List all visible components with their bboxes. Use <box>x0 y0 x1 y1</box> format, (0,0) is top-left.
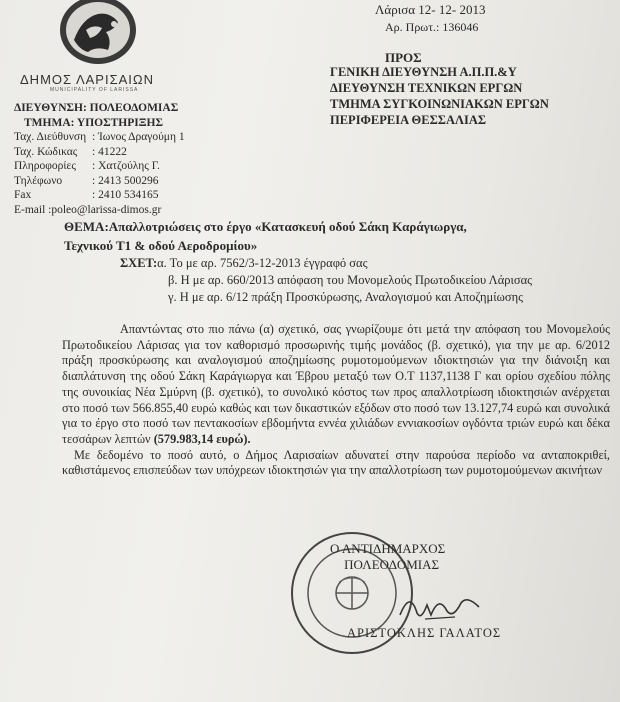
subject-line-2: Τεχνικού Τ1 & οδού Αεροδρομίου» <box>64 238 258 253</box>
contact-row <box>14 130 185 145</box>
body-paragraph-1 <box>62 322 610 448</box>
contact-row <box>14 188 185 203</box>
contact-row <box>14 159 185 174</box>
signatory-name: ΑΡΙΣΤΟΚΛΗΣ ΓΑΛΑΤΟΣ <box>347 626 502 640</box>
contact-value: : 41222 <box>92 145 127 158</box>
sender-department: ΤΜΗΜΑ: ΥΠΟΣΤΗΡΙΞΗΣ <box>24 116 163 129</box>
letter-body <box>62 322 610 479</box>
sender-directorate: ΔΙΕΥΘΥΝΣΗ: ΠΟΛΕΟΔΟΜΙΑΣ <box>14 102 179 114</box>
subject-label: ΘΕΜΑ: <box>64 219 109 234</box>
body-paragraph-2: Με δεδομένο το ποσό αυτό, ο Δήμος Λαρισαίων αδυνατεί στην παρούσα περίοδο να ανταποκριθεί, καθιστάμενος επισπεύδων των υπόχρεων ιδιοκτησιών για την απαλλοτρίωση των ρυμοτομούμενων ακινήτων <box>62 447 610 478</box>
municipality-subtitle: MUNICIPALITY OF LARISSA <box>50 87 139 93</box>
reference-c: γ. Η με αρ. 6/12 πράξη Προσκύρωσης, Αναλογισμού και Αποζημίωσης <box>168 290 524 304</box>
protocol-number: Αρ. Πρωτ.: 136046 <box>385 20 479 34</box>
contact-value: : 2410 534165 <box>92 189 159 201</box>
sender-email: E-mail :poleo@larissa-dimos.gr <box>14 203 162 216</box>
reference-b: β. Η με αρ. 660/2013 απόφαση του Μονομελούς Πρωτοδικείου Λάρισας <box>168 273 533 287</box>
sender-block <box>14 101 185 217</box>
signatory-title <box>330 541 445 573</box>
references-block <box>120 255 532 306</box>
handwritten-signature-icon <box>395 585 485 625</box>
municipality-emblem-icon <box>52 0 144 66</box>
signatory-title-line-2: ΠΟΛΕΟΔΟΜΙΑΣ <box>344 557 440 572</box>
contact-label: Τηλέφωνο <box>14 174 63 187</box>
recipient-line: ΤΜΗΜΑ ΣΥΓΚΟΙΝΩΝΙΑΚΩΝ ΕΡΓΩΝ <box>330 97 549 111</box>
contact-row <box>14 145 185 160</box>
subject-block <box>64 217 467 255</box>
references-label: ΣΧΕΤ: <box>120 256 158 270</box>
subject-text: Απαλλοτριώσεις στο έργο <box>108 219 255 234</box>
contact-label: Ταχ. Διεύθυνση <box>14 131 87 143</box>
contact-row <box>14 174 185 189</box>
body-paragraph-1-text: Απαντώντας στο πιο πάνω (α) σχετικό, σας γνωρίζουμε ότι μετά την απόφαση του Μονομελούς Πρωτοδικείου Λάρισας για τον καθορισμό προσωρινής τιμής μονάδος (β. σχετικό), για την με αρ. 6/2012 πράξη προσκύρωσης και αναλογισμού αποζημίωσης ρυμοτομούμενων ιδιοκτησιών για την διάνοιξη και διαπλάτυνση της οδού Σάκη Καράγιωργα και Έβρου μεταξύ των Ο.Τ 1137,1138 Γ και ορίου σχεδίου πόλης της συνοικίας Νέα Σμύρνη (β. σχετικό), το συνολικό κόστος των προς απαλλοτρίωση ιδιοκτησιών ανέρχεται στο ποσό των 566.855,40 ευρώ καθώς και των δικαστικών εξόδων στο ποσό των 13.127,74 ευρώ και συνολικά για το έργο στο ποσό των πεντακοσίων εβδομήντα εννέα χιλιάδων εννιακοσίων ογδόντα τριών ευρώ και δέκα τεσσάρων λεπτών <box>62 322 610 446</box>
contact-label: Ταχ. Κώδικας <box>14 145 78 158</box>
recipient-label: ΠΡΟΣ <box>385 50 422 65</box>
subject-project: «Κατασκευή οδού Σάκη Καράγιωργα, <box>254 219 467 234</box>
municipality-name: ΔΗΜΟΣ ΛΑΡΙΣΑΙΩΝ <box>20 72 155 87</box>
recipient-line: ΔΙΕΥΘΥΝΣΗ ΤΕΧΝΙΚΩΝ ΕΡΓΩΝ <box>330 81 523 95</box>
contact-value: : Χατζούλης Γ. <box>92 160 160 172</box>
recipient-line: ΓΕΝΙΚΗ ΔΙΕΥΘΥΝΣΗ Α.Π.Π.&Υ <box>330 65 517 79</box>
signatory-title-line-1: Ο ΑΝΤΙΔΗΜΑΡΧΟΣ <box>330 541 446 556</box>
recipient-block <box>330 64 549 128</box>
document-date: Λάρισα 12- 12- 2013 <box>375 2 486 17</box>
reference-a: α. Το με αρ. 7562/3-12-2013 έγγραφό σας <box>157 256 368 270</box>
contact-value: : Ίωνος Δραγούμη 1 <box>92 131 185 143</box>
contact-label: Fax <box>14 189 32 201</box>
contact-label: Πληροφορίες <box>14 160 76 172</box>
recipient-line: ΠΕΡΙΦΕΡΕΙΑ ΘΕΣΣΑΛΙΑΣ <box>330 113 487 127</box>
total-amount: (579.983,14 ευρώ). <box>153 431 251 446</box>
contact-value: : 2413 500296 <box>92 174 159 187</box>
